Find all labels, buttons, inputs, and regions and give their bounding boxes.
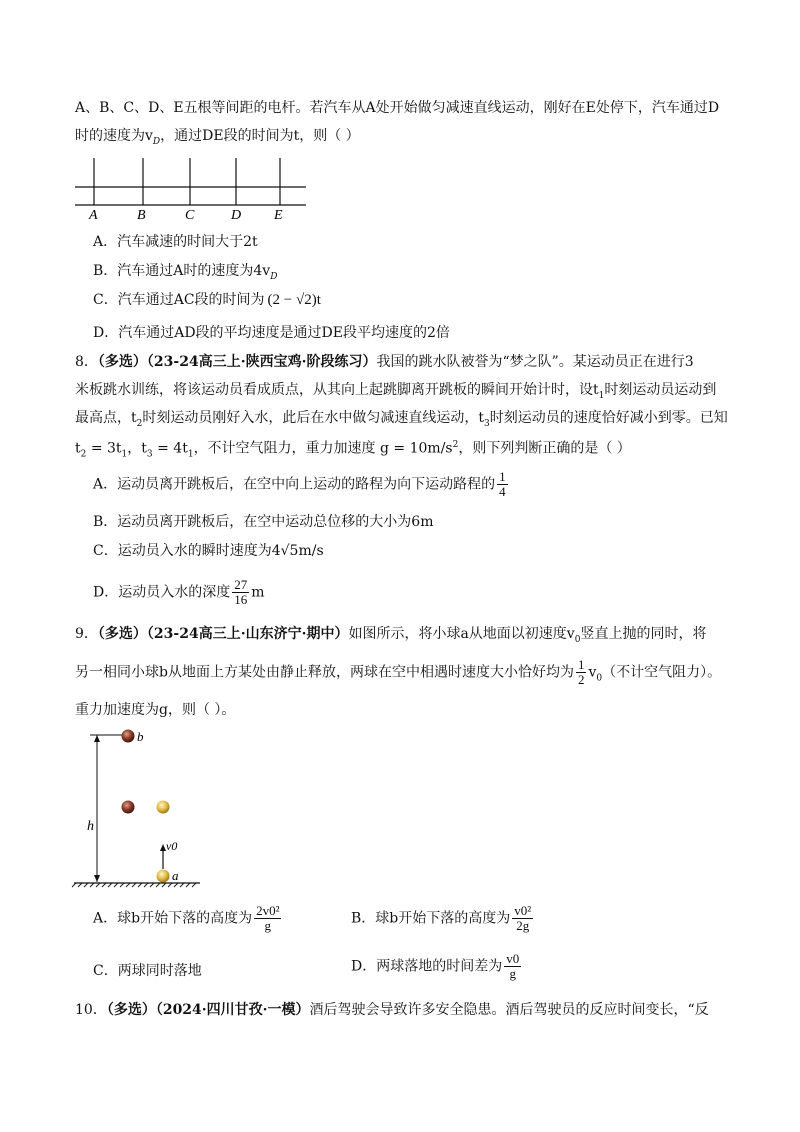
q8-line4: $t_2 = 3t_1$，$t_3 = 4t_1$，不计空气阻力，重力加速度 $g = 10m/s^2$，则下列判断正确的是（ ） <box>75 440 631 460</box>
q8-tag: （多选）（23-24高三上·陕西宝鸡·阶段练习） <box>97 354 377 370</box>
b-label: b <box>137 729 144 744</box>
q7-option-b: B．汽车通过A时的速度为$4v_D$ <box>93 263 278 282</box>
q9-option-a: A．球b开始下落的高度为 $\frac{\text{2v0²}}{g}$ <box>93 903 280 933</box>
q7-line2: 时的速度为$v_D$，通过DE段的时间为t，则（ ） <box>75 128 360 147</box>
h-label: h <box>87 819 94 834</box>
q9-line3: 重力加速度为g，则（ ）。 <box>75 702 236 718</box>
q8-option-a: A．运动员离开跳板后，在空中向上运动的路程为向下运动路程的 $\frac{1}{4}$ <box>93 469 506 499</box>
pole-label-b: B <box>137 208 146 223</box>
q7-line1: A、B、C、D、E五根等间距的电杆。若汽车从A处开始做匀减速直线运动，刚好在E处停下，汽车通过D <box>75 100 720 116</box>
q9-option-b: B．球b开始下落的高度为 $\frac{\text{v0²}}{2g}$ <box>351 903 532 933</box>
pole-diagram <box>70 153 310 225</box>
q7-option-c: C．汽车通过AC段的时间为 (2 − √2)t <box>93 292 321 308</box>
ball-a-meeting <box>157 801 170 814</box>
ball-b-start <box>122 730 135 743</box>
q9-option-c: C．两球同时落地 <box>93 963 202 979</box>
v0-label: v0 <box>166 839 178 853</box>
q10-number: 10． <box>75 1002 107 1018</box>
q10-tag: （多选）（2024·四川甘孜·一模） <box>106 1002 310 1018</box>
q9-tag: （多选）（23-24高三上·山东济宁·期中） <box>97 626 349 642</box>
q7-option-d: D．汽车通过AD段的平均速度是通过DE段平均速度的2倍 <box>93 325 450 341</box>
q8-option-b: B．运动员离开跳板后，在空中运动总位移的大小为6m <box>93 514 434 530</box>
q8-option-d: D．运动员入水的深度 $\frac{27}{16}$ m <box>93 577 265 607</box>
a-label: a <box>172 868 179 883</box>
ball-b-meeting <box>122 801 135 814</box>
pole-label-a: A <box>89 208 98 223</box>
pole-label-c: C <box>185 208 195 223</box>
ball-diagram <box>70 726 210 888</box>
q9-line1: 9．（多选）（23-24高三上·山东济宁·期中）如图所示，将小球a从地面以初速度$v_0$竖直上抛的同时，将 <box>75 626 707 645</box>
q8-number: 8． <box>75 354 98 370</box>
q8-line3: 最高点，$t_2$时刻运动员刚好入水，此后在水中做匀减速直线运动，$t_3$时刻运动员的速度恰好减小到零。已知 <box>75 410 728 429</box>
q10-line1: 10．（多选）（2024·四川甘孜·一模）酒后驾驶会导致许多安全隐患。酒后驾驶员的反应时间变长，“反 <box>75 1002 709 1018</box>
ball-a-start <box>157 870 170 883</box>
q7-option-a: A．汽车减速的时间大于2t <box>93 234 258 250</box>
q8-line2: 米板跳水训练，将该运动员看成质点，从其向上起跳脚离开跳板的瞬间开始计时，设$t_1$时刻运动员运动到 <box>75 382 717 401</box>
pole-label-e: E <box>274 208 283 223</box>
q9-number: 9． <box>75 626 98 642</box>
q9-line2: 另一相同小球b从地面上方某处由静止释放，两球在空中相遇时速度大小恰好均为 $\frac{1}{2}$ $v_0$（不计空气阻力）。 <box>75 657 722 687</box>
pole-label-d: D <box>231 208 242 223</box>
q8-option-c: C．运动员入水的瞬时速度为4√5m/s <box>93 543 324 559</box>
q8-line1: 8．（多选）（23-24高三上·陕西宝鸡·阶段练习）我国的跳水队被誉为“梦之队”。某运动员正在进行3 <box>75 354 694 370</box>
q9-option-d: D．两球落地的时间差为 $\frac{v0}{g}$ <box>351 951 520 981</box>
